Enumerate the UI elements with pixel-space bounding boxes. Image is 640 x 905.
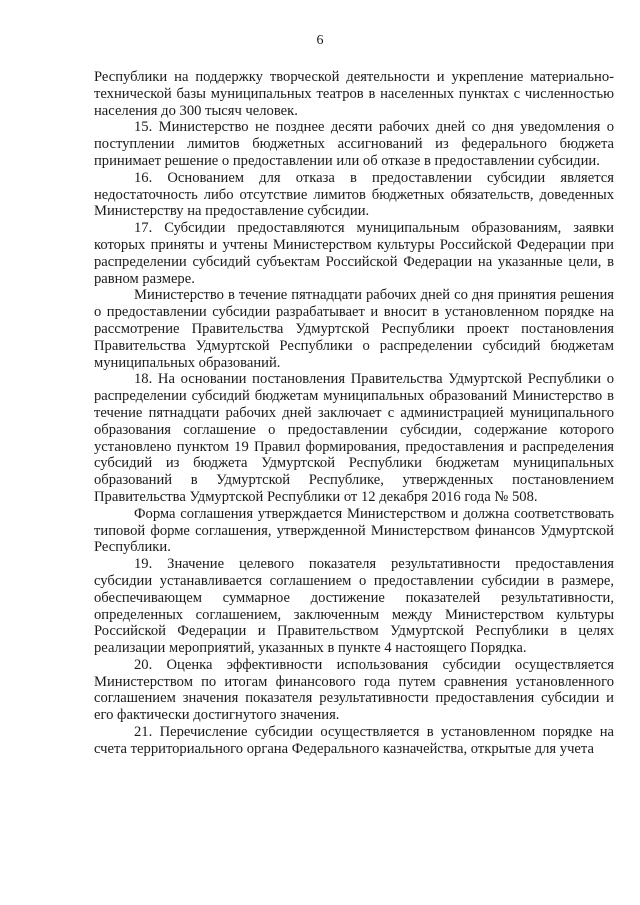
paragraph-clause-21: 21. Перечисление субсидии осуществляется в установленном порядке на счета территориального органа Федерального казначейства, открытые для учета: [94, 724, 614, 757]
paragraph-clause-17: 17. Субсидии предоставляются муниципальным образованиям, заявки которых приняты и учтены Министерством культуры Российской Федерации при распределении субсидий субъектам Российской Федерации на указанные цели, в равном размере.: [94, 220, 614, 287]
paragraph-clause-20: 20. Оценка эффективности использования субсидии осуществляется Министерством по итогам финансового года путем сравнения установленного соглашением значения показателя результативности предоставления субсидии и его фактически достигнутого значения.: [94, 656, 614, 724]
paragraph-clause-17-part-2: Министерство в течение пятнадцати рабочих дней со дня принятия решения о предоставлении субсидии разрабатывает и вносит в установленном порядке на рассмотрение Правительства Удмуртской Республики проект постановления Правительства Удмуртской Республики о распределении субсидий бюджетам муниципальных образований.: [94, 287, 614, 371]
page-number: 6: [316, 33, 324, 48]
paragraph-clause-18: 18. На основании постановления Правительства Удмуртской Республики о распределении субсидий бюджетам муниципальных образований Министерство в течение пятнадцати рабочих дней заключает с администрацией муниципального образования соглашение о предоставлении субсидии, содержание которого установлено пунктом 19 Правил формирования, предоставления и распределения субсидий из бюджета Удмуртской Республики бюджетам муниципальных образований в Удмуртской Республике, утвержденных постановлением Правительства Удмуртской Республики от 12 декабря 2016 года № 508.: [94, 371, 614, 505]
paragraph-clause-16: 16. Основанием для отказа в предоставлении субсидии является недостаточность либо отсутствие лимитов бюджетных обязательств, доведенных Министерству на предоставление субсидии.: [94, 169, 614, 220]
paragraph-clause-18-part-2: Форма соглашения утверждается Министерством и должна соответствовать типовой форме соглашения, утвержденной Министерством финансов Удмуртской Республики.: [94, 505, 614, 556]
paragraph-clause-19: 19. Значение целевого показателя результативности предоставления субсидии устанавливается соглашением о предоставлении субсидии в размере, обеспечивающем суммарное достижение показателей результативности, определенных соглашением, заключенным между Министерством культуры Российской Федерации и Правительством Удмуртской Республики в целях реализации мероприятий, указанных в пункте 4 настоящего Порядка.: [94, 556, 614, 657]
document-body: [94, 69, 614, 758]
paragraph-clause-15: 15. Министерство не позднее десяти рабочих дней со дня уведомления о поступлении лимитов бюджетных ассигнований из федерального бюджета принимает решение о предоставлении или об отказе в предоставлении субсидии.: [94, 119, 614, 169]
paragraph-continuation: Республики на поддержку творческой деятельности и укрепление материально-технической базы муниципальных театров в населенных пунктах с численностью населения до 300 тысяч человек.: [94, 69, 614, 119]
